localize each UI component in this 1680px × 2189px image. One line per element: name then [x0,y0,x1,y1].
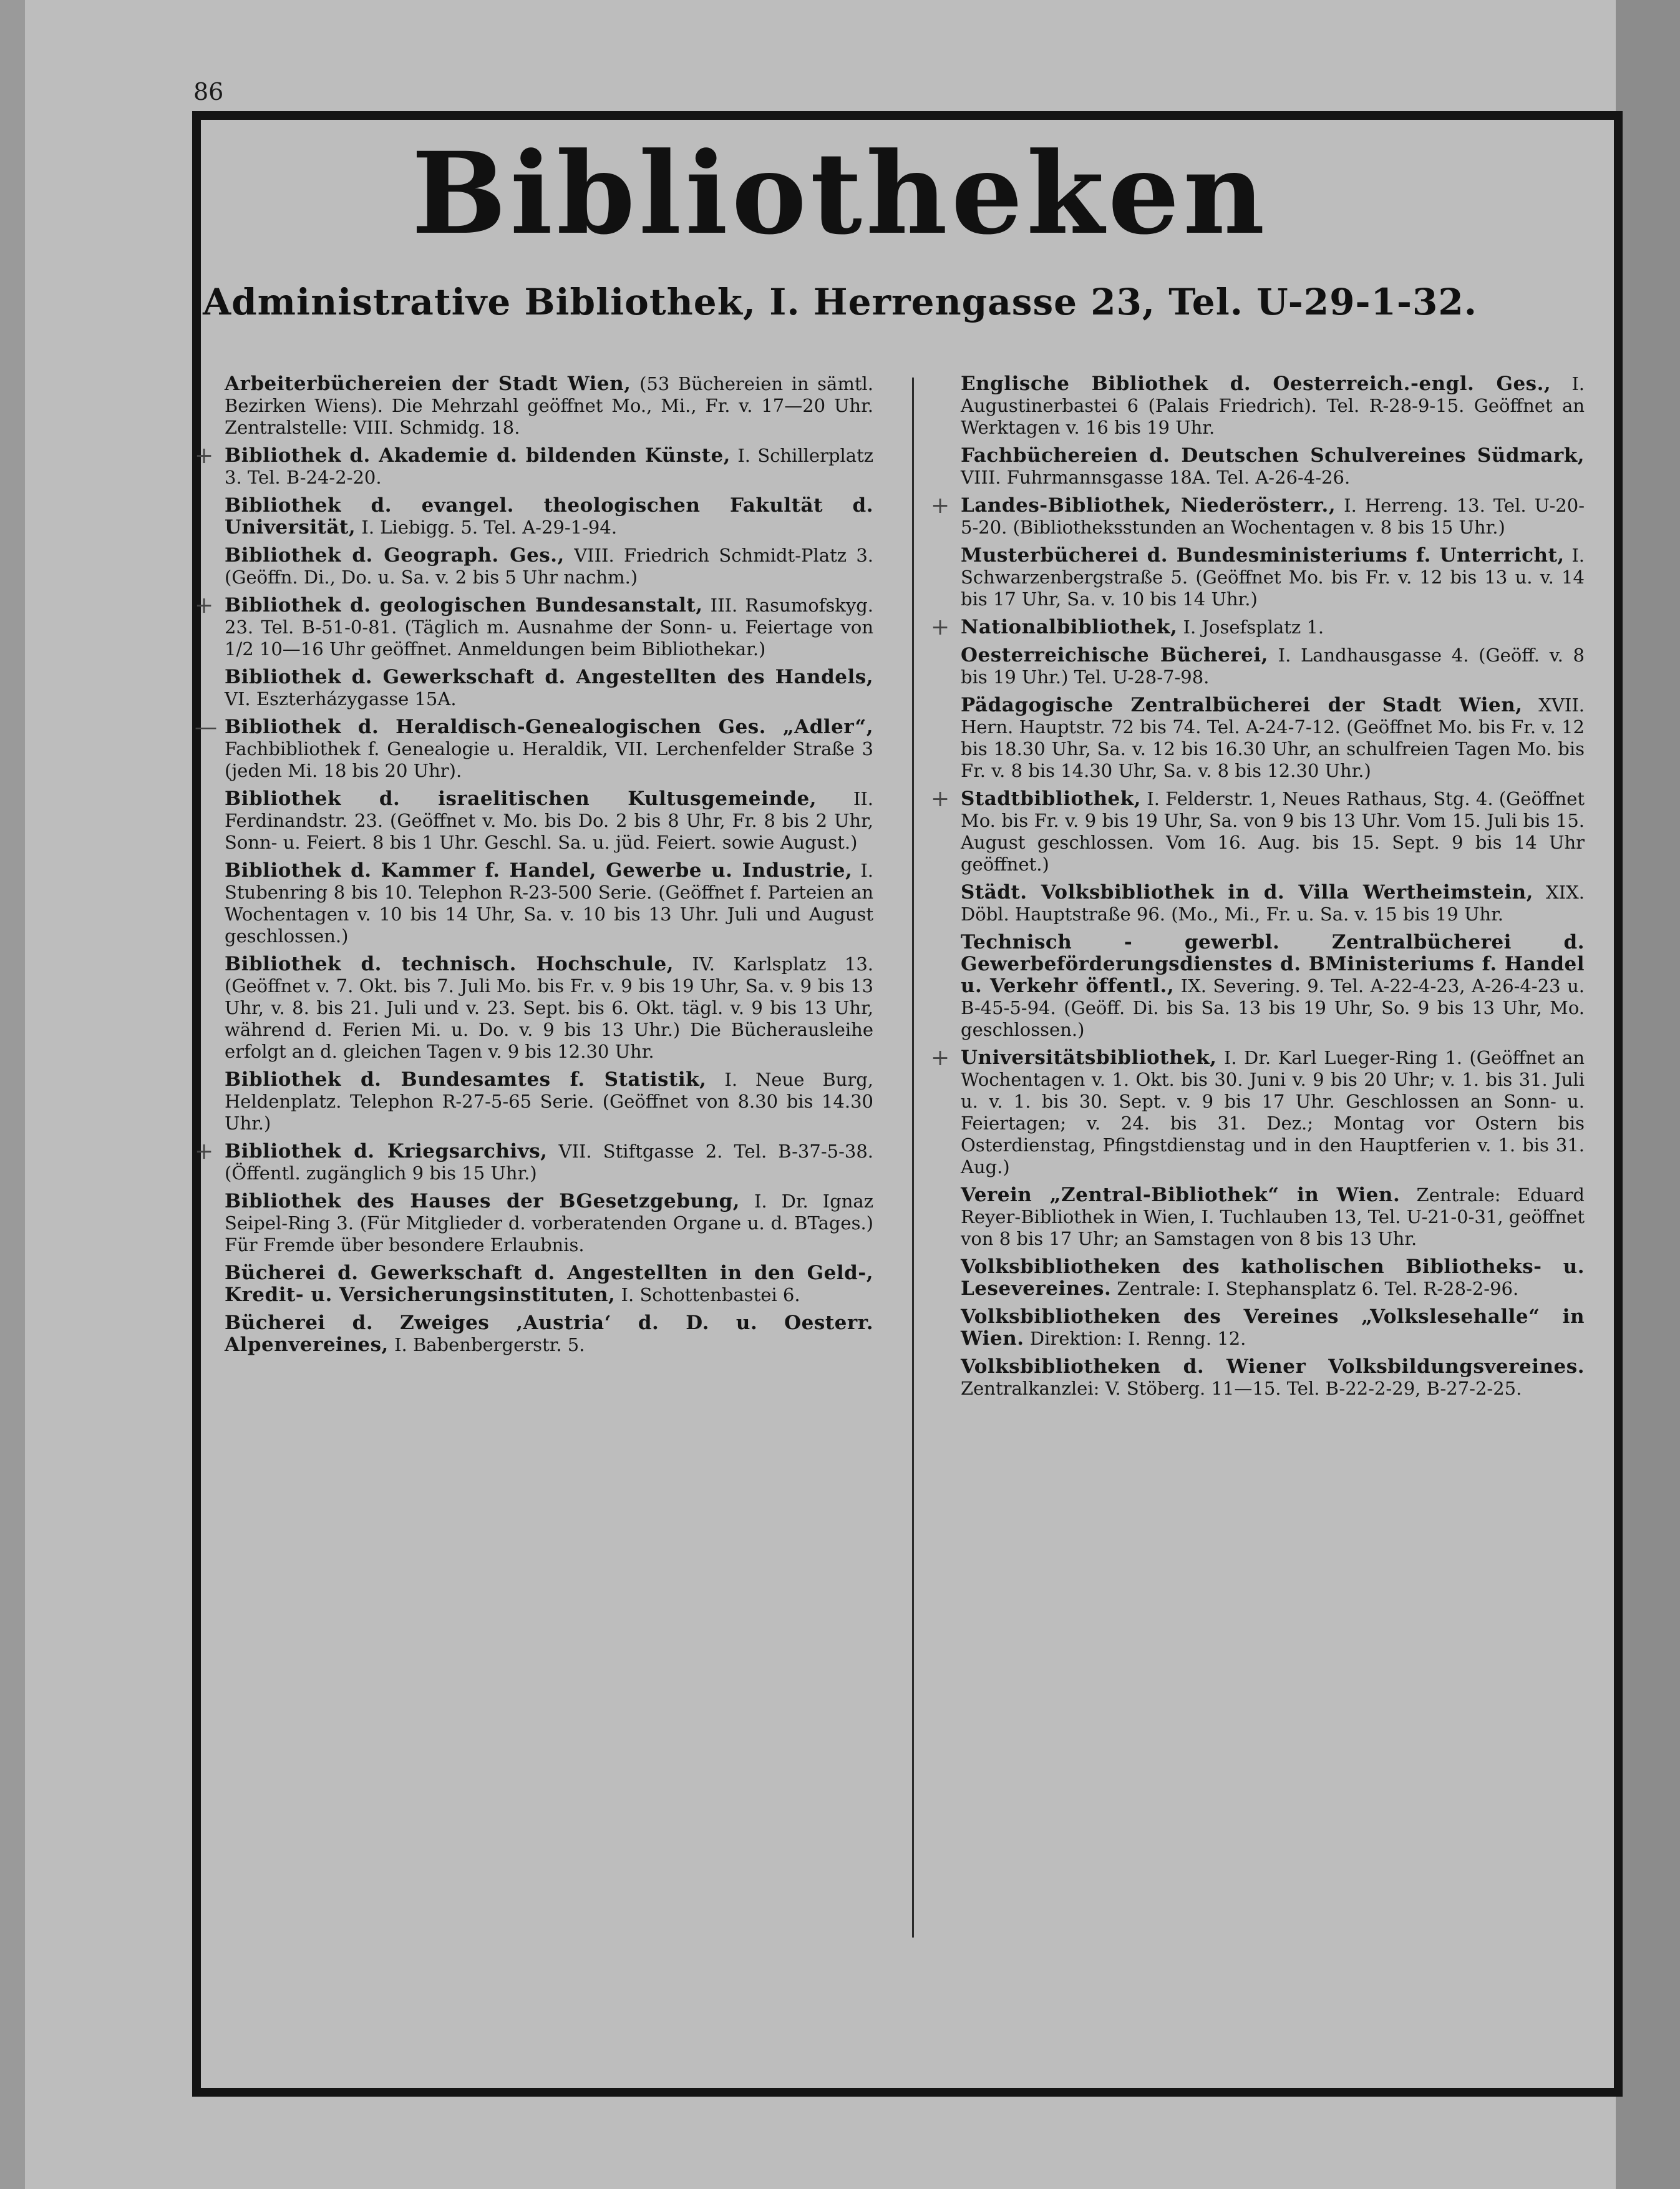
library-details: II. Ferdinandstr. 23. (Geöffnet v. Mo. bis Do. 2 bis 8 Uhr, Fr. 8 bis 2 Uhr, Sonn- u. Feiert. 8 bis 1 Uhr. Geschl. Sa. u. jüd. Feiert. sowie August.) [225,788,873,853]
library-details: IV. Karlsplatz 13. (Geöffnet v. 7. Okt. bis 7. Juli Mo. bis Fr. v. 9 bis 19 Uhr, Sa. v. 9 bis 13 Uhr, v. 8. bis 21. Juli und v. 23. Sept. bis 6. Okt. tägl. v. 9 bis 13 Uhr, während d. Ferien Mi. u. Do. v. 9 bis 13 Uhr.) Die Bücherausleihe erfolgt an d. gleichen Tagen v. 9 bis 12.30 Uhr. [225,953,874,1062]
left-column [195,373,874,1362]
library-name: Bücherei d. Gewerkschaft d. Angestellten in den Geld-, Kredit- u. Versicherungsinstituten, [225,1262,873,1306]
library-details: I. Schwarzenbergstraße 5. (Geöffnet Mo. bis Fr. v. 12 bis 13 u. v. 14 bis 17 Uhr, Sa. v. 10 bis 14 Uhr.) [961,545,1585,610]
right-column [931,373,1585,1406]
library-details: Direktion: I. Renng. 12. [1029,1328,1246,1349]
library-details: VIII. Fuhrmannsgasse 18A. Tel. A-26-4-26. [961,467,1351,488]
library-name: Pädagogische Zentralbücherei der Stadt Wien, [961,694,1523,716]
library-name: Bibliothek d. Gewerkschaft d. Angestellten des Handels, [225,666,873,688]
library-entry [931,493,1585,539]
library-entry [195,443,874,489]
library-entry [225,1312,873,1356]
library-name: Bücherei d. Zweiges ‚Austria‘ d. D. u. Oesterr. Alpenvereines, [225,1312,873,1356]
library-name: Bibliothek d. Bundesamtes f. Statistik, [225,1068,707,1091]
page-subtitle: Administrative Bibliothek, I. Herrengasse 23, Tel. U-29-1-32. [203,281,1477,323]
library-name: Bibliothek d. Kammer f. Handel, Gewerbe u. Industrie, [225,859,853,882]
library-name: Volksbibliotheken des Vereines „Volkslesehalle“ in Wien. [961,1305,1585,1350]
library-details: I. Dr. Ignaz Seipel-Ring 3. (Für Mitglieder d. vorberatenden Organe u. d. BTages.) Für Fremde über besondere Erlaubnis. [225,1191,873,1255]
library-name: Landes-Bibliothek, Niederösterr., [961,494,1336,517]
library-entry [225,860,873,947]
margin-mark: + [931,786,950,812]
library-entry [961,1356,1585,1400]
library-name: Stadtbibliothek, [961,787,1141,810]
library-name: Musterbücherei d. Bundesministeriums f. Unterricht, [961,544,1565,567]
margin-mark: + [195,1139,214,1164]
library-details: I. Babenbergerstr. 5. [394,1334,585,1355]
library-name: Volksbibliotheken d. Wiener Volksbildungsvereines. [961,1355,1585,1378]
library-details: III. Rasumofskyg. 23. Tel. B-51-0-81. (Täglich m. Ausnahme der Sonn- u. Feiertage von 1/2 10—16 Uhr geöffnet. Anmeldungen beim Bibliothekar.) [225,595,874,660]
margin-mark: — [195,714,217,740]
library-details: XVII. Hern. Hauptstr. 72 bis 74. Tel. A-24-7-12. (Geöffnet Mo. bis Fr. v. 12 bis 18.30 Uhr, Sa. v. 12 bis 16.30 Uhr, an schulfreien Tagen Mo. bis Fr. v. 8 bis 14.30 Uhr, Sa. v. 8 bis 12.30 Uhr.) [961,695,1585,781]
library-entry [961,882,1585,925]
library-name: Bibliothek d. Akademie d. bildenden Künste, [225,444,731,467]
library-entry [195,1139,873,1184]
page-number: 86 [193,78,224,105]
library-name: Städt. Volksbibliothek in d. Villa Wertheimstein, [961,881,1533,904]
column-divider [912,378,914,1938]
library-entry [961,445,1585,489]
library-name: Arbeiterbüchereien der Stadt Wien, [225,373,631,395]
library-details: I. Dr. Karl Lueger-Ring 1. (Geöffnet an Wochentagen v. 1. Okt. bis 30. Juni v. 9 bis 20 Uhr; v. 1. bis 31. Juli u. v. 1. bis 30. Sept. v. 9 bis 17 Uhr. Geschlossen an Sonn- u. Feiertagen; v. 24. bis 31. Dez.; Montag vor Ostern bis Osterdienstag, Pfingstdienstag und in den Hauptferien v. 1. bis 31. Aug.) [961,1047,1585,1177]
library-name: Verein „Zentral-Bibliothek“ in Wien. [961,1184,1401,1206]
library-entry [225,495,873,539]
library-entry [225,1069,873,1134]
library-entry [225,953,873,1063]
library-entry [961,545,1585,610]
library-details: I. Stubenring 8 bis 10. Telephon R-23-500 Serie. (Geöffnet f. Parteien an Wochentagen v. 10 bis 14 Uhr, Sa. v. 10 bis 13 Uhr. Juli und August geschlossen.) [225,860,874,947]
library-name: Bibliothek d. geologischen Bundesanstalt, [225,594,703,617]
library-entry [225,1191,873,1256]
library-entry [961,1256,1585,1300]
library-details: I. Neue Burg, Heldenplatz. Telephon R-27-5-65 Serie. (Geöffnet von 8.30 bis 14.30 Uhr.) [225,1069,874,1134]
library-entry [961,1306,1585,1350]
margin-mark: + [931,493,950,519]
library-entry [931,615,1585,640]
library-name: Bibliothek d. israelitischen Kultusgemeinde, [225,787,817,810]
library-details: I. Felderstr. 1, Neues Rathaus, Stg. 4. (Geöffnet Mo. bis Fr. v. 9 bis 19 Uhr, Sa. von 9 bis 13 Uhr. Vom 15. Juli bis 15. August geschlossen. Vom 16. Aug. bis 15. Sept. 9 bis 14 Uhr geöffnet.) [961,788,1585,875]
library-name: Fachbüchereien d. Deutschen Schulvereines Südmark, [961,444,1585,467]
library-entry [225,373,873,439]
page-edge [1616,0,1680,2189]
library-details: (53 Büchereien in sämtl. Bezirken Wiens). Die Mehrzahl geöffnet Mo., Mi., Fr. v. 17—20 Uhr. Zentralstelle: VIII. Schmidg. 18. [225,373,873,438]
margin-mark: + [195,593,214,618]
library-name: Bibliothek d. evangel. theologischen Fakultät d. Universität, [225,494,873,539]
library-entry [931,1045,1585,1178]
library-details: I. Liebigg. 5. Tel. A-29-1-94. [361,517,618,538]
library-name: Technisch - gewerbl. Zentralbücherei d. Gewerbeförderungsdienstes d. BMinisteriums f. Handel u. Verkehr öffentl., [961,931,1585,997]
library-entry [961,932,1585,1041]
library-details: I. Schillerplatz 3. Tel. B-24-2-20. [225,445,874,488]
library-name: Oesterreichische Bücherei, [961,644,1268,666]
library-details: XIX. Döbl. Hauptstraße 96. (Mo., Mi., Fr. u. Sa. v. 15 bis 19 Uhr. [961,882,1585,925]
library-entry [225,788,873,854]
library-details: Zentrale: I. Stephansplatz 6. Tel. R-28-2-96. [1117,1278,1519,1299]
library-name: Universitätsbibliothek, [961,1046,1217,1069]
library-name: Bibliothek d. technisch. Hochschule, [225,953,674,975]
library-name: Nationalbibliothek, [961,616,1178,638]
library-details: I. Josefsplatz 1. [1183,617,1324,638]
library-entry [195,714,873,782]
library-name: Volksbibliotheken des katholischen Bibliotheks- u. Lesevereines. [961,1255,1585,1300]
library-details: Zentrale: Eduard Reyer-Bibliothek in Wien, I. Tuchlauben 13, Tel. U-21-0-31, geöffnet von 8 bis 17 Uhr; an Samstagen von 8 bis 13 Uhr. [961,1184,1585,1249]
library-details: I. Augustinerbastei 6 (Palais Friedrich). Tel. R-28-9-15. Geöffnet an Werktagen v. 16 bis 19 Uhr. [961,373,1585,438]
library-entry [225,666,873,710]
library-name: Bibliothek des Hauses der BGesetzgebung, [225,1190,740,1212]
library-name: Bibliothek d. Geograph. Ges., [225,544,565,567]
library-details: Fachbibliothek f. Genealogie u. Heraldik, VII. Lerchenfelder Straße 3 (jeden Mi. 18 bis 20 Uhr). [225,738,873,781]
library-details: Zentralkanzlei: V. Stöberg. 11—15. Tel. B-22-2-29, B-27-2-25. [961,1378,1522,1399]
library-entry [961,1184,1585,1250]
library-details: I. Herreng. 13. Tel. U-20-5-20. (Bibliotheksstunden an Wochentagen v. 8 bis 15 Uhr.) [961,495,1585,538]
library-details: VIII. Friedrich Schmidt-Platz 3. (Geöffn. Di., Do. u. Sa. v. 2 bis 5 Uhr nachm.) [225,545,874,588]
margin-mark: + [931,615,950,640]
library-entry [961,695,1585,782]
library-name: Bibliothek d. Kriegsarchivs, [225,1140,548,1163]
library-details: I. Landhausgasse 4. (Geöff. v. 8 bis 19 Uhr.) Tel. U-28-7-98. [961,645,1585,688]
library-entry [225,545,873,588]
library-entry [931,786,1585,875]
library-entry [961,645,1585,688]
library-details: IX. Severing. 9. Tel. A-22-4-23, A-26-4-23 u. B-45-5-94. (Geöff. Di. bis Sa. 13 bis 19 Uhr, So. 9 bis 13 Uhr, Mo. geschlossen.) [961,975,1585,1040]
library-name: Bibliothek d. Heraldisch-Genealogischen Ges. „Adler“, [225,716,873,738]
library-name: Englische Bibliothek d. Oesterreich.-engl. Ges., [961,373,1551,395]
library-details: VI. Eszterházygasse 15A. [225,688,457,709]
library-entry [195,593,874,660]
library-entry [225,1262,873,1306]
library-entry [961,373,1585,439]
margin-mark: + [931,1045,950,1071]
page-title: Bibliotheken [411,128,1269,260]
margin-mark: + [195,443,214,469]
library-details: VII. Stiftgasse 2. Tel. B-37-5-38. (Öffentl. zugänglich 9 bis 15 Uhr.) [225,1141,873,1184]
library-details: I. Schottenbastei 6. [621,1284,800,1305]
